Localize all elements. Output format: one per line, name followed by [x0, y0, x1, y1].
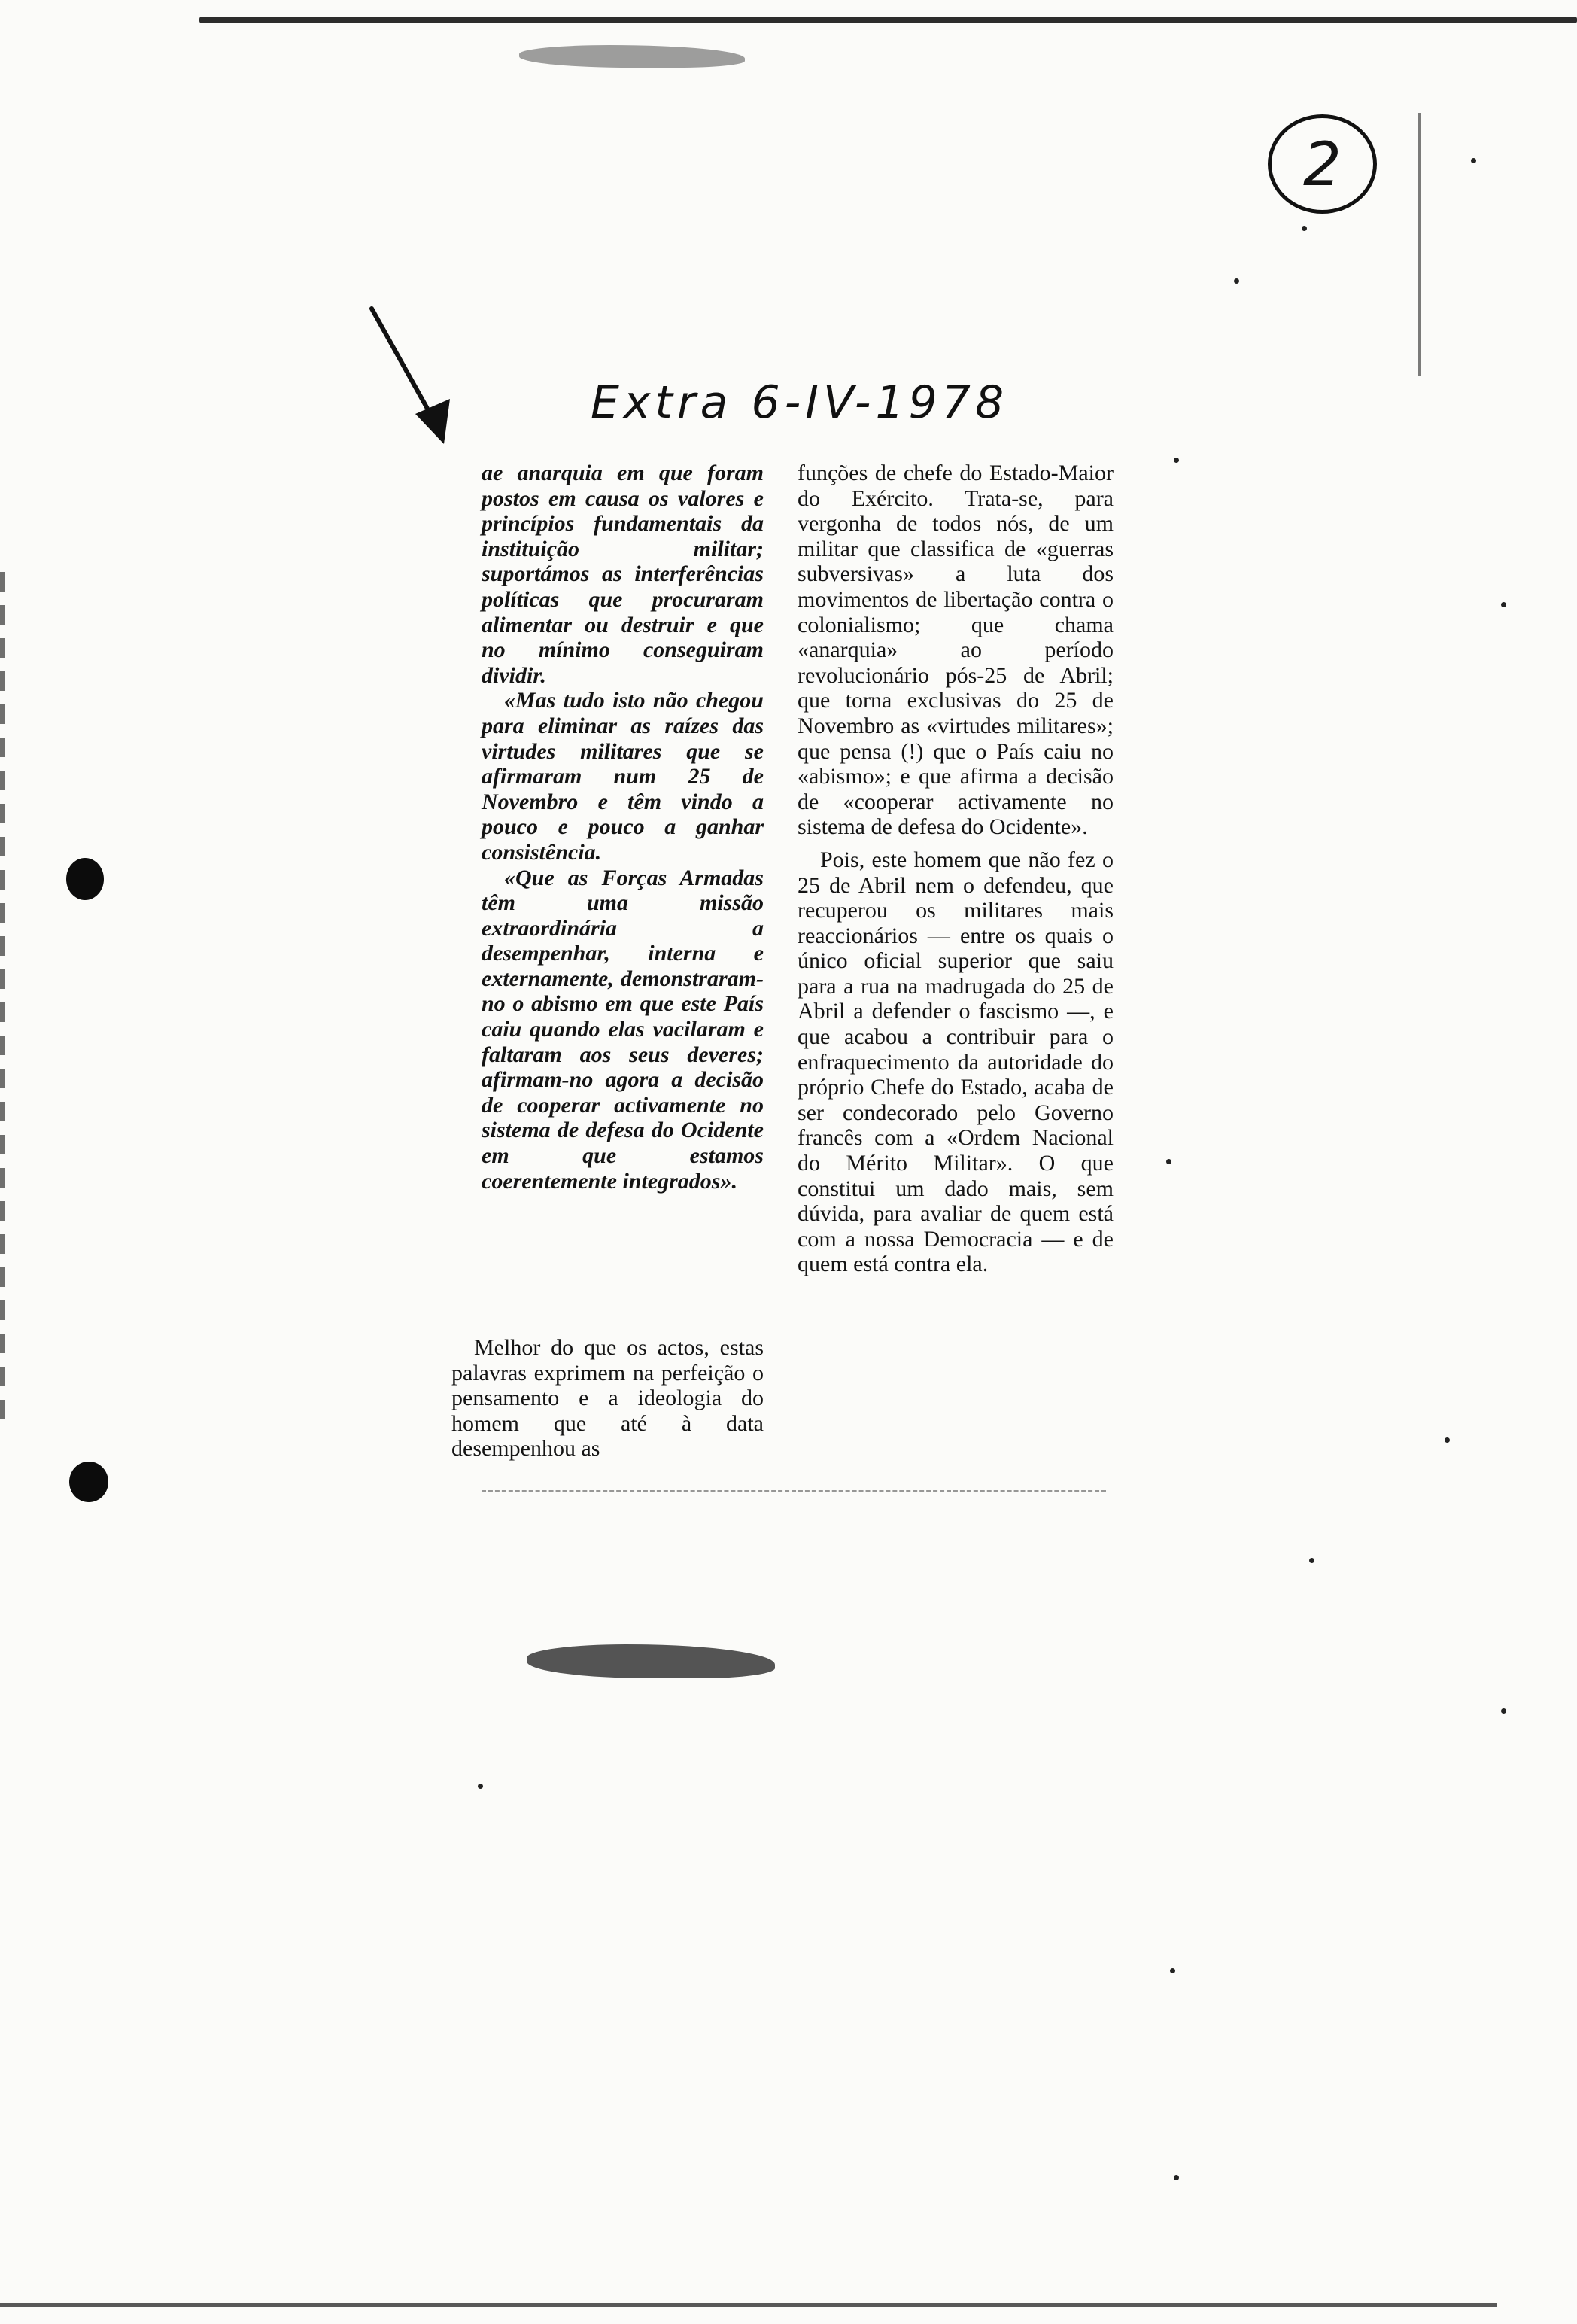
- article-right-column: [798, 461, 1114, 1277]
- scan-bottom-rule: [0, 2303, 1497, 2307]
- scan-smudge-middle: [527, 1644, 775, 1678]
- article-left-column: [482, 461, 764, 1194]
- quote-paragraph: «Que as Forças Armadas têm uma missão extraordinária a desempenhar, interna e externamente, demonstraram-no o abismo em que este País caiu quando elas vacilaram e faltaram aos seus deveres; afirmam-no agora a decisão de cooperar activamente no sistema de defesa do Ocidente em que estamos coerentemente integrados».: [482, 865, 764, 1194]
- scan-speck: [1471, 158, 1476, 163]
- scan-speck: [1501, 1708, 1506, 1714]
- scan-speck: [1445, 1437, 1450, 1443]
- article-left-regular: [451, 1335, 764, 1462]
- scan-dash-row: [482, 1490, 1106, 1492]
- handwritten-source-date: Extra 6-IV-1978: [591, 376, 1009, 429]
- page-number: 2: [1303, 129, 1342, 199]
- body-paragraph: Melhor do que os actos, estas palavras exprimem na perfeição o pensamento e a ideologia do homem que até à data desempenhou as: [451, 1335, 764, 1462]
- scan-speck: [1302, 226, 1307, 231]
- scan-smudge-top: [519, 45, 745, 68]
- scan-speck: [1166, 1159, 1171, 1164]
- quote-paragraph: ae anarquia em que foram postos em causa os valores e princípios fundamentais da instituição militar; suportámos as interferências políticas que procuraram alimentar ou destruir e que no mínimo conseguiram dividir.: [482, 461, 764, 688]
- scan-right-edge: [1418, 113, 1421, 376]
- page-number-circle: [1268, 114, 1377, 214]
- scan-speck: [1174, 458, 1179, 463]
- scan-speck: [1170, 1968, 1175, 1973]
- body-paragraph: funções de chefe do Estado-Maior do Exército. Trata-se, para vergonha de todos nós, de um militar que classifica de «guerras subversivas» a luta dos movimentos de libertação contra o colonialismo; que chama «anarquia» ao período revolucionário pós-25 de Abril; que torna exclusivas do 25 de Novembro as «virtudes militares»; que pensa (!) que o País caiu no «abismo»; e que afirma a decisão de «cooperar activamente no sistema de defesa do Ocidente».: [798, 461, 1114, 840]
- punch-hole-top: [66, 858, 104, 900]
- scan-speck: [1309, 1558, 1314, 1563]
- scan-speck: [478, 1784, 483, 1789]
- scan-left-edge: [0, 572, 5, 1422]
- punch-hole-bottom: [69, 1462, 108, 1502]
- scan-speck: [1234, 278, 1239, 284]
- body-paragraph: Pois, este homem que não fez o 25 de Abril nem o defendeu, que recuperou os militares mais reaccionários — entre os quais o único oficial superior que saiu para a rua na madrugada do 25 de Abril a defender o fascismo —, e que acabou a contribuir para o enfraquecimento da autoridade do próprio Chefe do Estado, acaba de ser condecorado pelo Governo francês com a «Ordem Nacional do Mérito Militar». O que constitui um dado mais, sem dúvida, para avaliar de quem está com a nossa Democracia — e de quem está contra ela.: [798, 847, 1114, 1277]
- scan-speck: [1501, 602, 1506, 607]
- quote-paragraph: «Mas tudo isto não chegou para eliminar as raízes das virtudes militares que se afirmaram num 25 de Novembro e têm vindo a pouco e pouco a ganhar consistência.: [482, 688, 764, 865]
- scan-speck: [1174, 2175, 1179, 2180]
- handwritten-arrow-icon: [361, 301, 466, 452]
- scan-top-rule: [199, 17, 1577, 23]
